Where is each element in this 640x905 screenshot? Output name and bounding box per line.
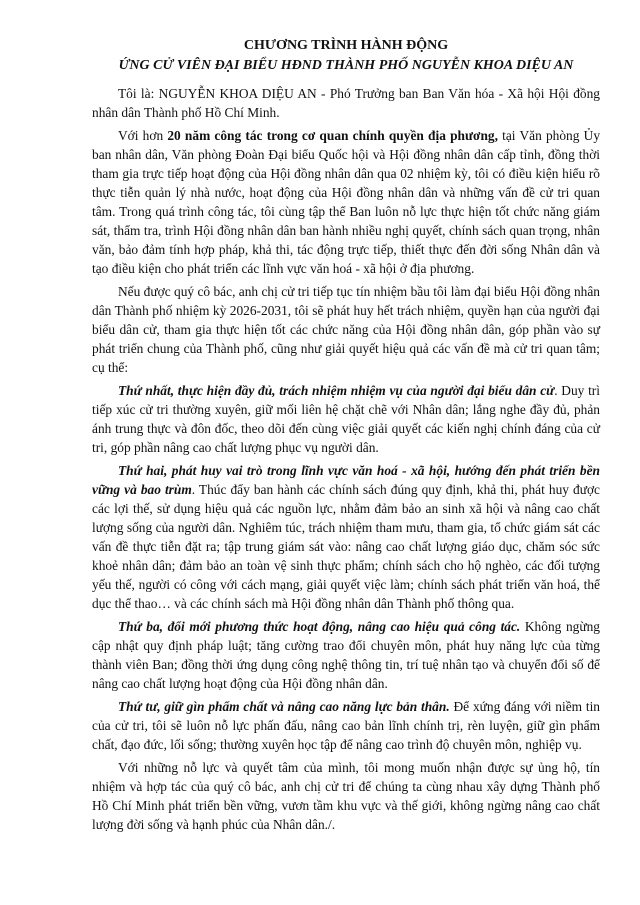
point-3-text: Không ngừng cập nhật quy định pháp luật; tăng cường trao đổi chuyên môn, phát huy năng lực của từng thành viên Ban; đồng thời ứng dụng công nghệ thông tin, trí tuệ nhân tạo và chuyển đổi số để nâng cao chất lượng hoạt động của Hội đồng nhân dân.: [92, 619, 600, 691]
experience-paragraph: [92, 126, 600, 278]
point-4-text: Để xứng đáng với niềm tin của cử tri, tôi sẽ luôn nỗ lực phấn đấu, nâng cao bản lĩnh chính trị, rèn luyện, giữ gìn phẩm chất, đạo đức, lối sống; thường xuyên học tập để nâng cao trình độ chuyên môn, nghiệp vụ.: [92, 699, 601, 752]
point-2-paragraph: [92, 461, 600, 613]
point-4-paragraph: [92, 697, 600, 754]
intro-paragraph: Tôi là: NGUYỄN KHOA DIỆU AN - Phó Trưởng ban Ban Văn hóa - Xã hội Hội đồng nhân dân Thành phố Hồ Chí Minh.: [92, 86, 600, 120]
point-1-text: . Duy trì tiếp xúc cử tri thường xuyên, giữ mối liên hệ chặt chẽ với Nhân dân; lắng nghe đầy đủ, phản ánh trung thực và đôn đốc, theo dõi đến cùng việc giải quyết các kiến nghị chính đáng của cử tri, góp phần nâng cao chất lượng phục vụ người dân.: [92, 383, 600, 455]
point-3-paragraph: [92, 617, 600, 693]
title-line-2: ỨNG CỬ VIÊN ĐẠI BIỂU HĐND THÀNH PHỐ NGUYỄN KHOA DIỆU AN: [118, 58, 574, 73]
closing-paragraph: Với những nỗ lực và quyết tâm của mình, tôi mong muốn nhận được sự ủng hộ, tín nhiệm và hợp tác của quý cô bác, anh chị cử tri để chúng ta cùng nhau xây dựng Thành phố Hồ Chí Minh phát triển bền vững, vươn tầm khu vực và thế giới, không ngừng nâng cao chất lượng đời sống và hạnh phúc của Nhân dân./.: [92, 760, 600, 832]
commitment-paragraph: Nếu được quý cô bác, anh chị cử tri tiếp tục tín nhiệm bầu tôi làm đại biểu Hội đồng nhân dân Thành phố nhiệm kỳ 2026-2031, tôi sẽ phát huy hết trách nhiệm, quyền hạn của người đại biểu dân cử, tham gia thực hiện tốt các chức năng của Hội đồng nhân dân, góp phần vào sự phát triển chung của Thành phố, cũng như giải quyết hiệu quả các vấn đề mà cử tri quan tâm; cụ thể:: [92, 284, 600, 375]
point-3-lead: Thứ ba, đổi mới phương thức hoạt động, nâng cao hiệu quả công tác.: [118, 619, 521, 634]
experience-bold: 20 năm công tác trong cơ quan chính quyền địa phương,: [167, 128, 498, 143]
document-title: [92, 36, 600, 76]
point-2-lead: Thứ hai, phát huy vai trò trong lĩnh vực văn hoá - xã hội, hướng đến phát triển bền vững và bao trùm: [92, 463, 600, 497]
point-1-paragraph: [92, 381, 600, 457]
experience-pre: Với hơn: [118, 128, 168, 143]
title-line-1: CHƯƠNG TRÌNH HÀNH ĐỘNG: [243, 38, 449, 53]
experience-post: tại Văn phòng Ủy ban nhân dân, Văn phòng Đoàn Đại biểu Quốc hội và Hội đồng nhân dân cấp tỉnh, đồng thời tham gia trực tiếp hoạt động của Hội đồng nhân dân qua 02 nhiệm kỳ, tôi có điều kiện hiểu rõ thực tiễn quản lý nhà nước, hoạt động của Hội đồng nhân dân và những vấn đề cử tri quan tâm. Trong quá trình công tác, tôi cùng tập thể Ban luôn nỗ lực thực hiện tốt chức năng giám sát, thẩm tra, trình Hội đồng nhân dân ban hành nhiều nghị quyết, chính sách quan trọng, nhân văn, bảo đảm tính hợp pháp, khả thi, tác động trực tiếp, thiết thực đến đời sống Nhân dân và tạo điều kiện cho phát triển các lĩnh vực văn hoá - xã hội ở địa phương.: [92, 128, 601, 276]
point-4-lead: Thứ tư, giữ gìn phẩm chất và nâng cao năng lực bản thân.: [118, 699, 450, 714]
point-2-text: . Thúc đẩy ban hành các chính sách đúng quy định, khả thi, phát huy được các lợi thế, sử dụng hiệu quả các nguồn lực, nhằm đảm bảo an sinh xã hội và nâng cao chất lượng sống của người dân. Nghiêm túc, trách nhiệm tham mưu, tham gia, tổ chức giám sát các vấn đề thực tiễn đặt ra; tập trung giám sát vào: nâng cao chất lượng giáo dục, chăm sóc sức khoẻ nhân dân; đảm bảo an toàn vệ sinh thực phẩm; chính sách cho hộ nghèo, các đối tượng yếu thế, người có công với cách mạng, giải quyết việc làm; chính sách phát triển văn hoá, thể dục thể thao… và các chính sách mà Hội đồng nhân dân Thành phố thông qua.: [92, 482, 600, 611]
point-1-lead: Thứ nhất, thực hiện đầy đủ, trách nhiệm nhiệm vụ của người đại biểu dân cử: [118, 383, 555, 398]
